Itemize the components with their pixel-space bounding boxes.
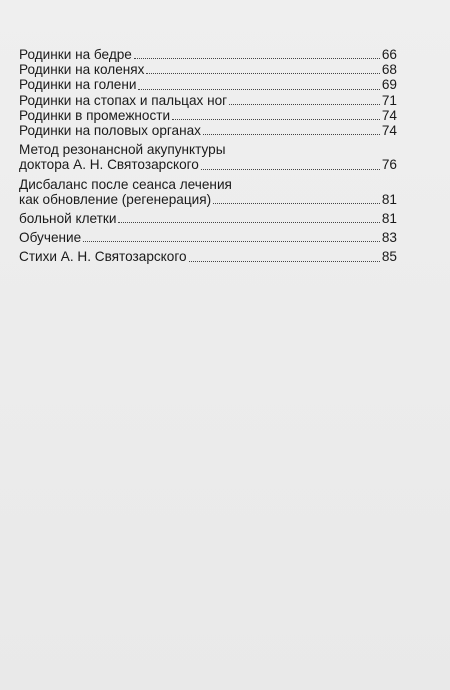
toc-entry-page: 68 [381, 62, 397, 78]
toc-entry [19, 230, 397, 245]
dot-leader [138, 88, 379, 90]
dot-leader [118, 221, 379, 223]
toc-entry-page: 71 [381, 92, 397, 108]
toc-entry-page: 76 [381, 157, 397, 173]
toc-entry-title: доктора А. Н. Святозарского [19, 157, 199, 173]
toc-entry [19, 123, 397, 138]
dot-leader [172, 118, 380, 120]
dot-leader [189, 260, 380, 262]
toc-entry-title-line1: Дисбаланс после сеанса лечения [19, 176, 232, 192]
toc-entry [19, 177, 397, 207]
toc-entry-page: 74 [381, 107, 397, 123]
dot-leader [146, 72, 379, 74]
toc-entry [19, 47, 397, 62]
toc-entry-title: Родинки на стопах и пальцах ног [19, 92, 228, 108]
toc-entry-title: Стихи А. Н. Святозарского [19, 249, 187, 265]
toc-entry-page: 81 [381, 191, 397, 207]
table-of-contents [19, 47, 397, 265]
toc-entry-title: Родинки на голени [19, 77, 137, 93]
toc-entry [19, 142, 397, 172]
toc-entry-page: 83 [381, 230, 397, 246]
toc-entry [19, 77, 397, 92]
toc-entry-title: как обновление (регенерация) [19, 191, 212, 207]
toc-entry [19, 62, 397, 77]
dot-leader [213, 202, 380, 204]
toc-entry [19, 249, 397, 264]
dot-leader [201, 168, 380, 170]
toc-entry-title: Родинки на коленях [19, 62, 145, 78]
toc-entry [19, 108, 397, 123]
toc-entry [19, 93, 397, 108]
toc-entry [19, 211, 397, 226]
toc-entry-page: 85 [381, 249, 397, 265]
toc-entry-title: Обучение [19, 230, 82, 246]
toc-entry-page: 74 [381, 123, 397, 139]
toc-entry-title: Родинки на бедре [19, 47, 132, 62]
dot-leader [134, 57, 380, 59]
toc-entry-page: 66 [381, 47, 397, 62]
toc-entry-page: 69 [381, 77, 397, 93]
toc-entry-title: Родинки на половых органах [19, 123, 201, 139]
toc-entry-title-line1: Метод резонансной акупунктуры [19, 142, 226, 158]
toc-entry-title: Родинки в промежности [19, 107, 171, 123]
toc-entry-title: больной клетки [19, 211, 117, 227]
toc-entry-page: 81 [381, 211, 397, 227]
dot-leader [203, 133, 380, 135]
dot-leader [83, 240, 380, 242]
dot-leader [229, 103, 380, 105]
